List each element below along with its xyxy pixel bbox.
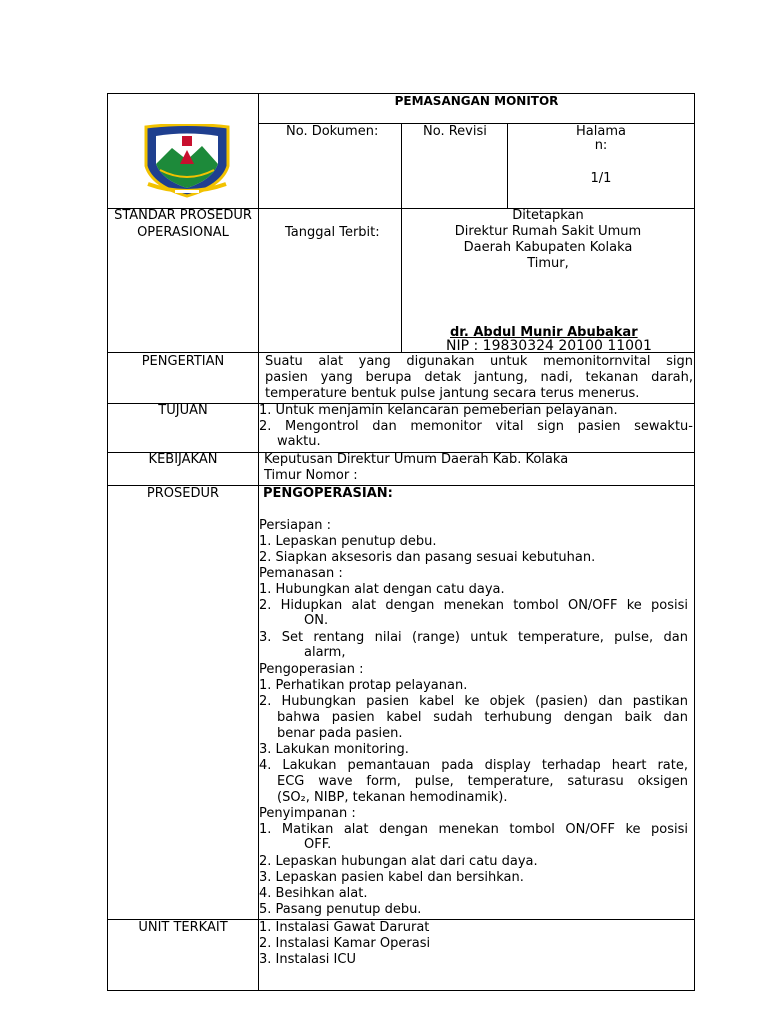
halaman-label: Halama — [576, 124, 626, 139]
list-item: 1. Lepaskan penutup debu. — [259, 534, 437, 549]
list-item: 2. Hidupkan alat dengan menekan tombol ON/OFF ke posisi — [259, 598, 688, 613]
subsection-heading: Penyimpanan : — [259, 806, 356, 821]
list-item: 1. Hubungkan alat dengan catu daya. — [259, 582, 505, 597]
subsection-heading: Pemanasan : — [259, 566, 343, 581]
list-item: 2. Hubungkan pasien kabel ke objek (pasien) dan pastikan — [259, 694, 688, 709]
list-item: 3. Lakukan monitoring. — [259, 742, 409, 757]
sop-label: STANDAR PROSEDUR — [114, 208, 252, 223]
list-item-cont: benar pada pasien. — [277, 726, 403, 741]
tujuan-label: TUJUAN — [158, 403, 208, 418]
sop-label-cont: OPERASIONAL — [137, 225, 229, 240]
pengertian-text: Suatu alat yang digunakan untuk memonitornvital sign — [265, 354, 693, 369]
list-item-cont: waktu. — [277, 434, 321, 449]
list-item: 2. Instalasi Kamar Operasi — [259, 936, 431, 951]
signer-name: dr. Abdul Munir Abubakar — [450, 325, 638, 340]
kolaka-timur-emblem-icon — [142, 124, 232, 198]
list-item-cont: OFF. — [304, 837, 332, 852]
prosedur-heading: PENGOPERASIAN: — [263, 486, 393, 501]
list-item: 1. Instalasi Gawat Darurat — [259, 920, 430, 935]
table-border-bottom — [107, 990, 695, 991]
list-item: 4. Lakukan pemantauan pada display terhadap heart rate, — [259, 758, 688, 773]
list-item: 2. Lepaskan hubungan alat dari catu daya. — [259, 854, 538, 869]
no-dokumen-label: No. Dokumen: — [286, 124, 379, 139]
unit-terkait-label: UNIT TERKAIT — [138, 920, 228, 935]
kebijakan-text: Keputusan Direktur Umum Daerah Kab. Kolaka — [264, 452, 569, 467]
no-revisi-label: No. Revisi — [423, 124, 487, 139]
list-item-cont: ECG wave form, pulse, temperature, saturasu oksigen — [277, 774, 688, 789]
list-item-cont: bahwa pasien kabel sudah terhubung dengan baik dan — [277, 710, 688, 725]
page-title: PEMASANGAN MONITOR — [394, 94, 559, 108]
pengertian-label: PENGERTIAN — [141, 354, 225, 369]
list-item: 1. Untuk menjamin kelancaran pemeberian pelayanan. — [259, 403, 618, 418]
list-item: 2. Mengontrol dan memonitor vital sign pasien sewaktu- — [259, 419, 693, 434]
list-item: 2. Siapkan aksesoris dan pasang sesuai kebutuhan. — [259, 550, 596, 565]
list-item: 1. Perhatikan protap pelayanan. — [259, 678, 468, 693]
halaman-label-cont: n: — [594, 138, 608, 153]
subsection-heading: Persiapan : — [259, 518, 332, 533]
list-item: 1. Matikan alat dengan menekan tombol ON/OFF ke posisi — [259, 822, 688, 837]
director-title-line: Direktur Rumah Sakit Umum — [454, 224, 642, 239]
tanggal-terbit-label: Tanggal Terbit: — [285, 225, 380, 240]
list-item-cont: ON. — [304, 613, 329, 628]
ditetapkan-label: Ditetapkan — [512, 208, 584, 223]
table-border-right — [694, 93, 695, 991]
list-item: 3. Set rentang nilai (range) untuk temperature, pulse, dan — [259, 630, 688, 645]
list-item-cont: (SO₂, NIBP, tekanan hemodinamik). — [277, 790, 508, 805]
kebijakan-label: KEBIJAKAN — [148, 452, 218, 467]
list-item-cont: alarm, — [304, 645, 346, 660]
halaman-value: 1/1 — [590, 171, 612, 186]
list-item: 3. Instalasi ICU — [259, 952, 356, 967]
pengertian-text: temperature bentuk pulse jantung secara terus menerus. — [265, 386, 640, 401]
prosedur-label: PROSEDUR — [146, 486, 220, 501]
director-title-line: Daerah Kabupaten Kolaka — [463, 240, 633, 255]
pengertian-text: pasien yang berupa detak jantung, nadi, tekanan darah, — [265, 370, 693, 385]
list-item: 5. Pasang penutup debu. — [259, 902, 422, 917]
subsection-heading: Pengoperasian : — [259, 662, 364, 677]
list-item: 4. Besihkan alat. — [259, 886, 368, 901]
kebijakan-text: Timur Nomor : — [264, 468, 358, 483]
signer-nip: NIP : 19830324 20100 11001 — [446, 338, 652, 354]
list-item: 3. Lepaskan pasien kabel dan bersihkan. — [259, 870, 524, 885]
director-title-line: Timur, — [527, 256, 569, 271]
